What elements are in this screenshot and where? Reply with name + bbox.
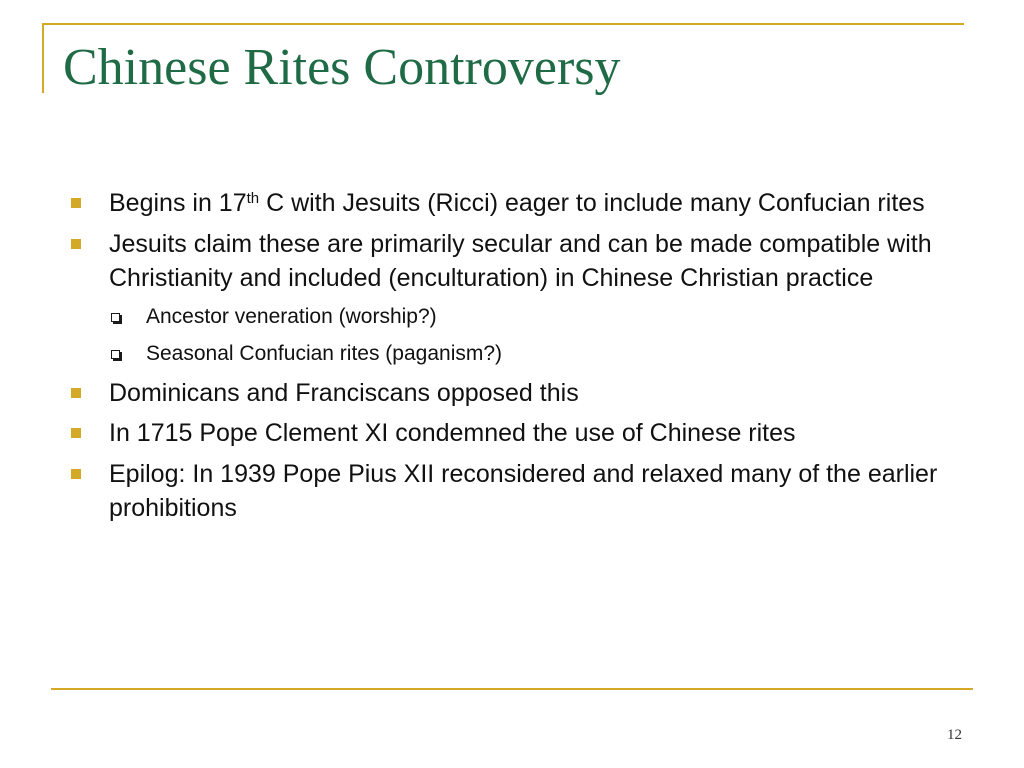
bullet-text-suffix: C with Jesuits (Ricci) eager to include many Confucian rites bbox=[259, 189, 925, 217]
left-rule bbox=[42, 23, 44, 93]
bottom-rule bbox=[51, 688, 973, 690]
hollow-square-bullet-icon bbox=[111, 350, 120, 359]
bullet-item bbox=[70, 186, 970, 221]
top-rule bbox=[42, 23, 964, 25]
sub-bullet-text: Seasonal Confucian rites (paganism?) bbox=[146, 341, 503, 365]
sub-bullet-item bbox=[70, 302, 970, 331]
square-bullet-icon bbox=[71, 469, 81, 479]
sub-bullet-item bbox=[70, 339, 970, 368]
bullet-text-prefix: Begins in 17 bbox=[109, 189, 247, 217]
bullet-text: In 1715 Pope Clement XI condemned the use of Chinese rites bbox=[109, 419, 796, 447]
bullet-list bbox=[70, 186, 970, 532]
bullet-item bbox=[70, 376, 970, 411]
bullet-item bbox=[70, 227, 970, 296]
sub-bullet-text: Ancestor veneration (worship?) bbox=[146, 304, 437, 328]
bullet-text: Dominicans and Franciscans opposed this bbox=[109, 378, 579, 407]
bullet-item bbox=[70, 457, 970, 526]
bullet-text-superscript: th bbox=[246, 189, 260, 207]
bullet-text: Epilog: In 1939 Pope Pius XII reconsidered and relaxed many of the earlier prohibitions bbox=[109, 459, 938, 522]
square-bullet-icon bbox=[71, 388, 81, 398]
square-bullet-icon bbox=[71, 428, 81, 438]
square-bullet-icon bbox=[71, 198, 81, 208]
hollow-square-bullet-icon bbox=[111, 313, 120, 322]
square-bullet-icon bbox=[71, 239, 81, 249]
bullet-item bbox=[70, 416, 970, 451]
bullet-text: Jesuits claim these are primarily secular and can be made compatible with Christianity and included (enculturation) in Chinese Christian practice bbox=[109, 229, 932, 292]
page-number: 12 bbox=[947, 727, 962, 743]
slide-title: Chinese Rites Controversy bbox=[63, 39, 621, 96]
